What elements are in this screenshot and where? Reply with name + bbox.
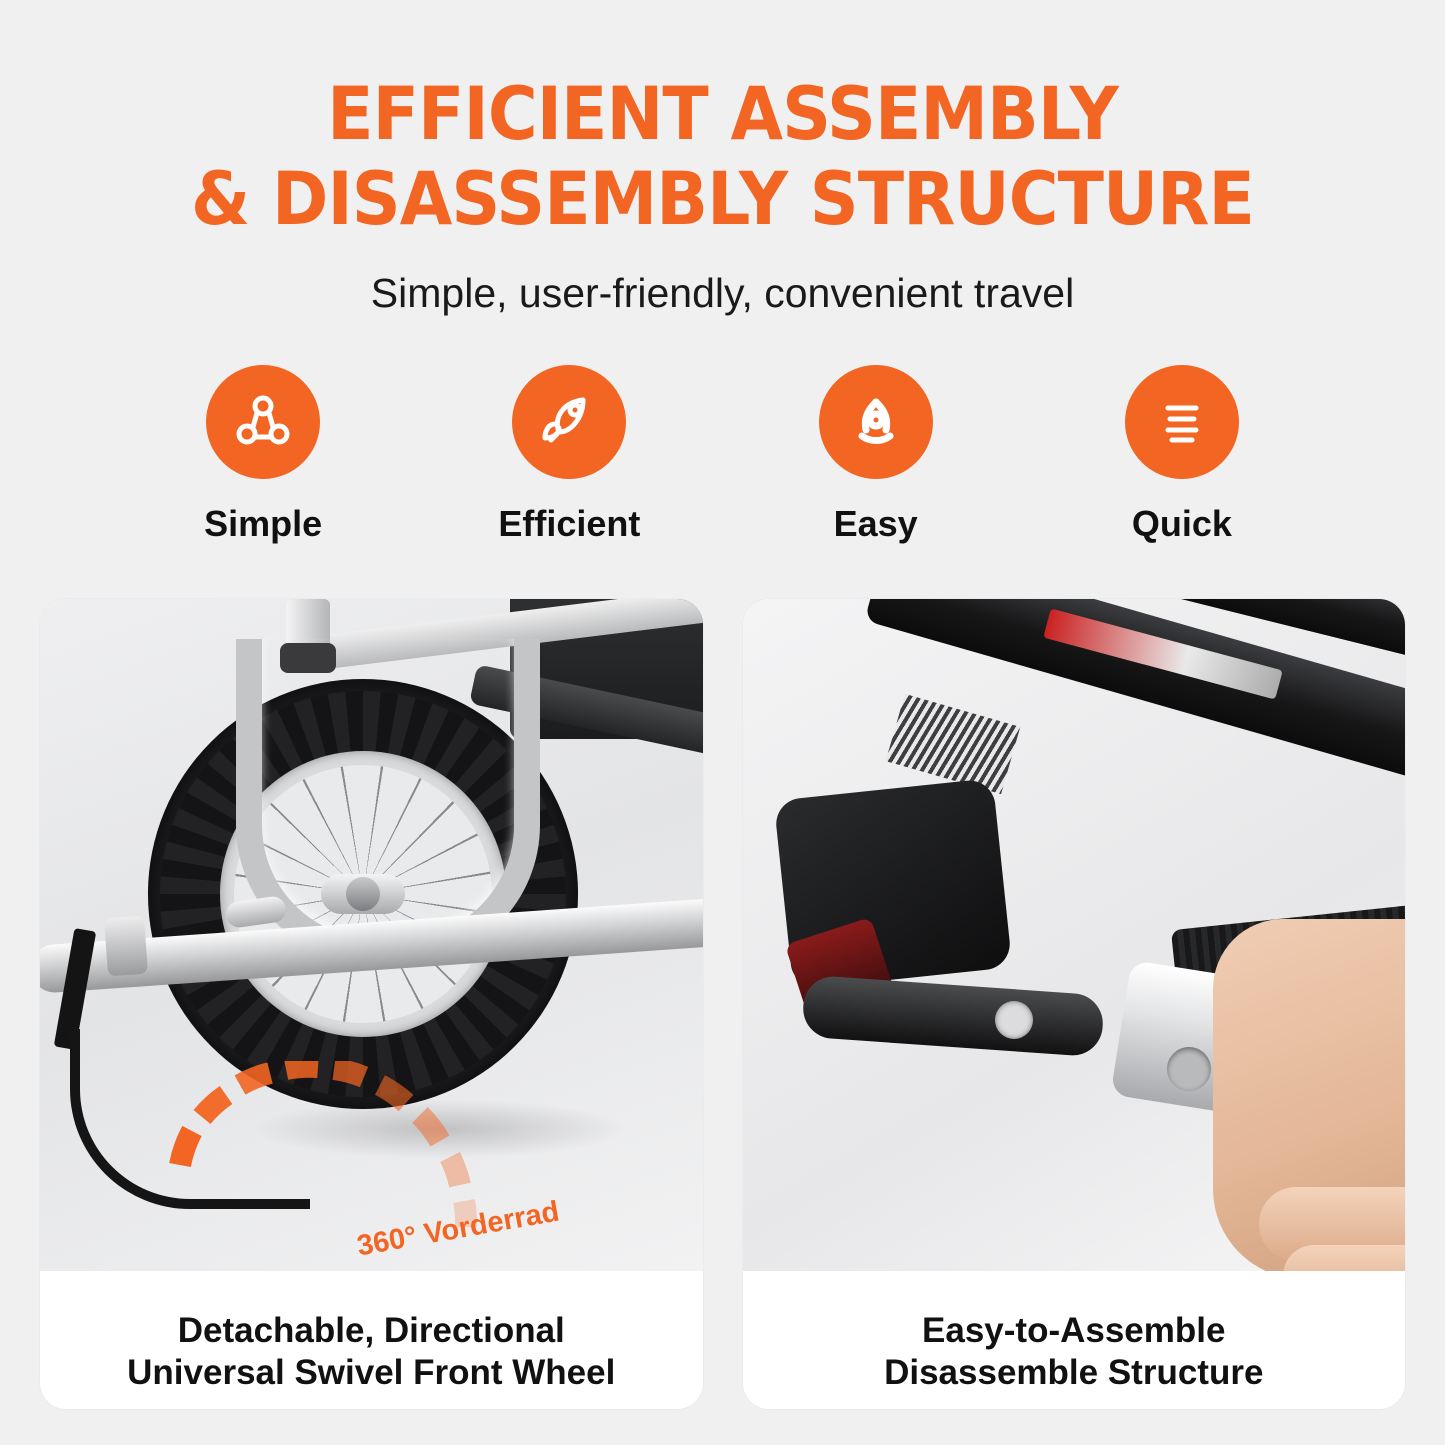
assembly-photo bbox=[743, 599, 1406, 1271]
headline-line-2: & DISASSEMBLY STRUCTURE bbox=[191, 157, 1254, 242]
caption-line-1: Detachable, Directional bbox=[177, 1310, 565, 1350]
triangle-knot-icon bbox=[819, 365, 933, 479]
feature-item-quick bbox=[1029, 365, 1335, 545]
feature-item-simple bbox=[110, 365, 416, 545]
card-list bbox=[0, 545, 1445, 1409]
rotation-label: 360° Vorderrad bbox=[354, 1195, 562, 1263]
page-title bbox=[0, 0, 1445, 242]
caption-line-2: Universal Swivel Front Wheel bbox=[127, 1353, 616, 1393]
feature-label: Easy bbox=[833, 503, 918, 544]
feature-item-efficient bbox=[416, 365, 722, 545]
three-nodes-network-icon bbox=[206, 365, 320, 479]
feature-label: Quick bbox=[1131, 503, 1232, 544]
headline-line-1: EFFICIENT ASSEMBLY bbox=[327, 72, 1118, 157]
caption-line-1: Easy-to-Assemble bbox=[922, 1310, 1226, 1350]
front-wheel-photo bbox=[40, 599, 703, 1271]
feature-item-easy bbox=[723, 365, 1029, 545]
feature-label: Efficient bbox=[498, 503, 641, 544]
assembly-card bbox=[743, 599, 1406, 1409]
rotation-arc-graphic bbox=[146, 1061, 566, 1261]
stacked-lines-icon bbox=[1125, 365, 1239, 479]
feature-list bbox=[0, 365, 1445, 545]
caption-line-2: Disassemble Structure bbox=[884, 1353, 1264, 1393]
rocket-icon bbox=[512, 365, 626, 479]
page-subtitle: Simple, user-friendly, convenient travel bbox=[370, 270, 1075, 316]
feature-label: Simple bbox=[204, 503, 323, 544]
front-wheel-card bbox=[40, 599, 703, 1409]
card-caption bbox=[743, 1310, 1406, 1395]
card-caption bbox=[40, 1310, 703, 1395]
